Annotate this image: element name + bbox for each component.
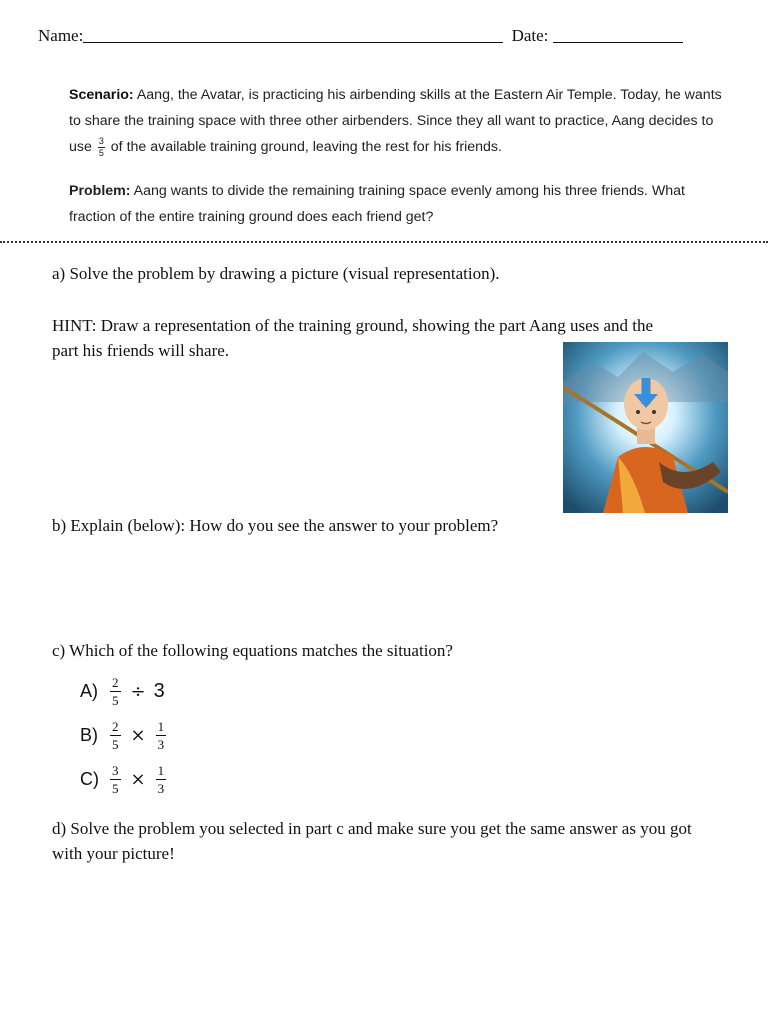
choice-letter: A) xyxy=(80,680,98,701)
scenario-label: Scenario: xyxy=(69,87,134,103)
choice-c-fraction-2 xyxy=(156,764,167,795)
denominator: 3 xyxy=(157,736,165,752)
choice-a-fraction xyxy=(110,676,121,707)
header-line xyxy=(38,24,738,50)
scenario-text-1: Aang, the Avatar, is practicing his airbending skills at the Eastern Air Temple. Today, he wants to share the training space with three other airbenders. Since they all want to practice, Aang decides to use xyxy=(69,87,722,155)
denominator: 5 xyxy=(112,780,119,796)
question-c: c) Which of the following equations matches the situation? xyxy=(52,641,453,660)
choice-b[interactable] xyxy=(80,718,170,752)
choice-letter: C) xyxy=(80,768,99,789)
choice-c-fraction-1 xyxy=(110,764,121,795)
choice-a[interactable] xyxy=(80,674,165,708)
choice-b-fraction-2 xyxy=(156,720,167,751)
numerator: 1 xyxy=(157,762,165,778)
fraction-numerator: 3 xyxy=(98,135,104,146)
problem-paragraph xyxy=(69,178,729,230)
scenario-text-2: of the available training ground, leaving the rest for his friends. xyxy=(110,139,502,155)
numerator: 3 xyxy=(112,762,119,778)
operand: 3 xyxy=(153,679,165,702)
numerator: 1 xyxy=(157,718,165,734)
scenario-fraction xyxy=(98,137,105,158)
choice-b-fraction-1 xyxy=(110,720,121,751)
question-b: b) Explain (below): How do you see the answer to your problem? xyxy=(52,516,499,535)
question-a: a) Solve the problem by drawing a picture (visual representation). xyxy=(52,264,500,283)
date-label: Date: xyxy=(511,26,549,45)
problem-label: Problem: xyxy=(69,183,131,199)
name-blank[interactable] xyxy=(83,24,503,43)
aang-image xyxy=(563,342,728,513)
hint-text: HINT: Draw a representation of the training ground, showing the part Aang uses and the part his friends will share. xyxy=(52,316,654,360)
numerator: 2 xyxy=(112,674,119,690)
question-d: d) Solve the problem you selected in part c and make sure you get the same answer as you got with your picture! xyxy=(52,819,692,863)
divide-operator: ÷ xyxy=(130,680,146,702)
times-operator: × xyxy=(130,724,146,746)
problem-text: Aang wants to divide the remaining training space evenly among his three friends. What fraction of the entire training ground does each friend get? xyxy=(69,183,685,225)
numerator: 2 xyxy=(112,718,119,734)
aang-avatar-icon xyxy=(563,342,728,513)
choice-c[interactable] xyxy=(80,762,170,796)
dotted-divider xyxy=(0,241,768,243)
fraction-denominator: 5 xyxy=(98,147,104,158)
name-label: Name: xyxy=(38,26,84,45)
date-blank[interactable] xyxy=(553,24,683,43)
denominator: 5 xyxy=(112,736,119,752)
denominator: 5 xyxy=(112,692,119,708)
times-operator: × xyxy=(130,768,146,790)
choice-letter: B) xyxy=(80,724,98,745)
scenario-paragraph xyxy=(69,82,729,160)
denominator: 3 xyxy=(157,780,165,796)
